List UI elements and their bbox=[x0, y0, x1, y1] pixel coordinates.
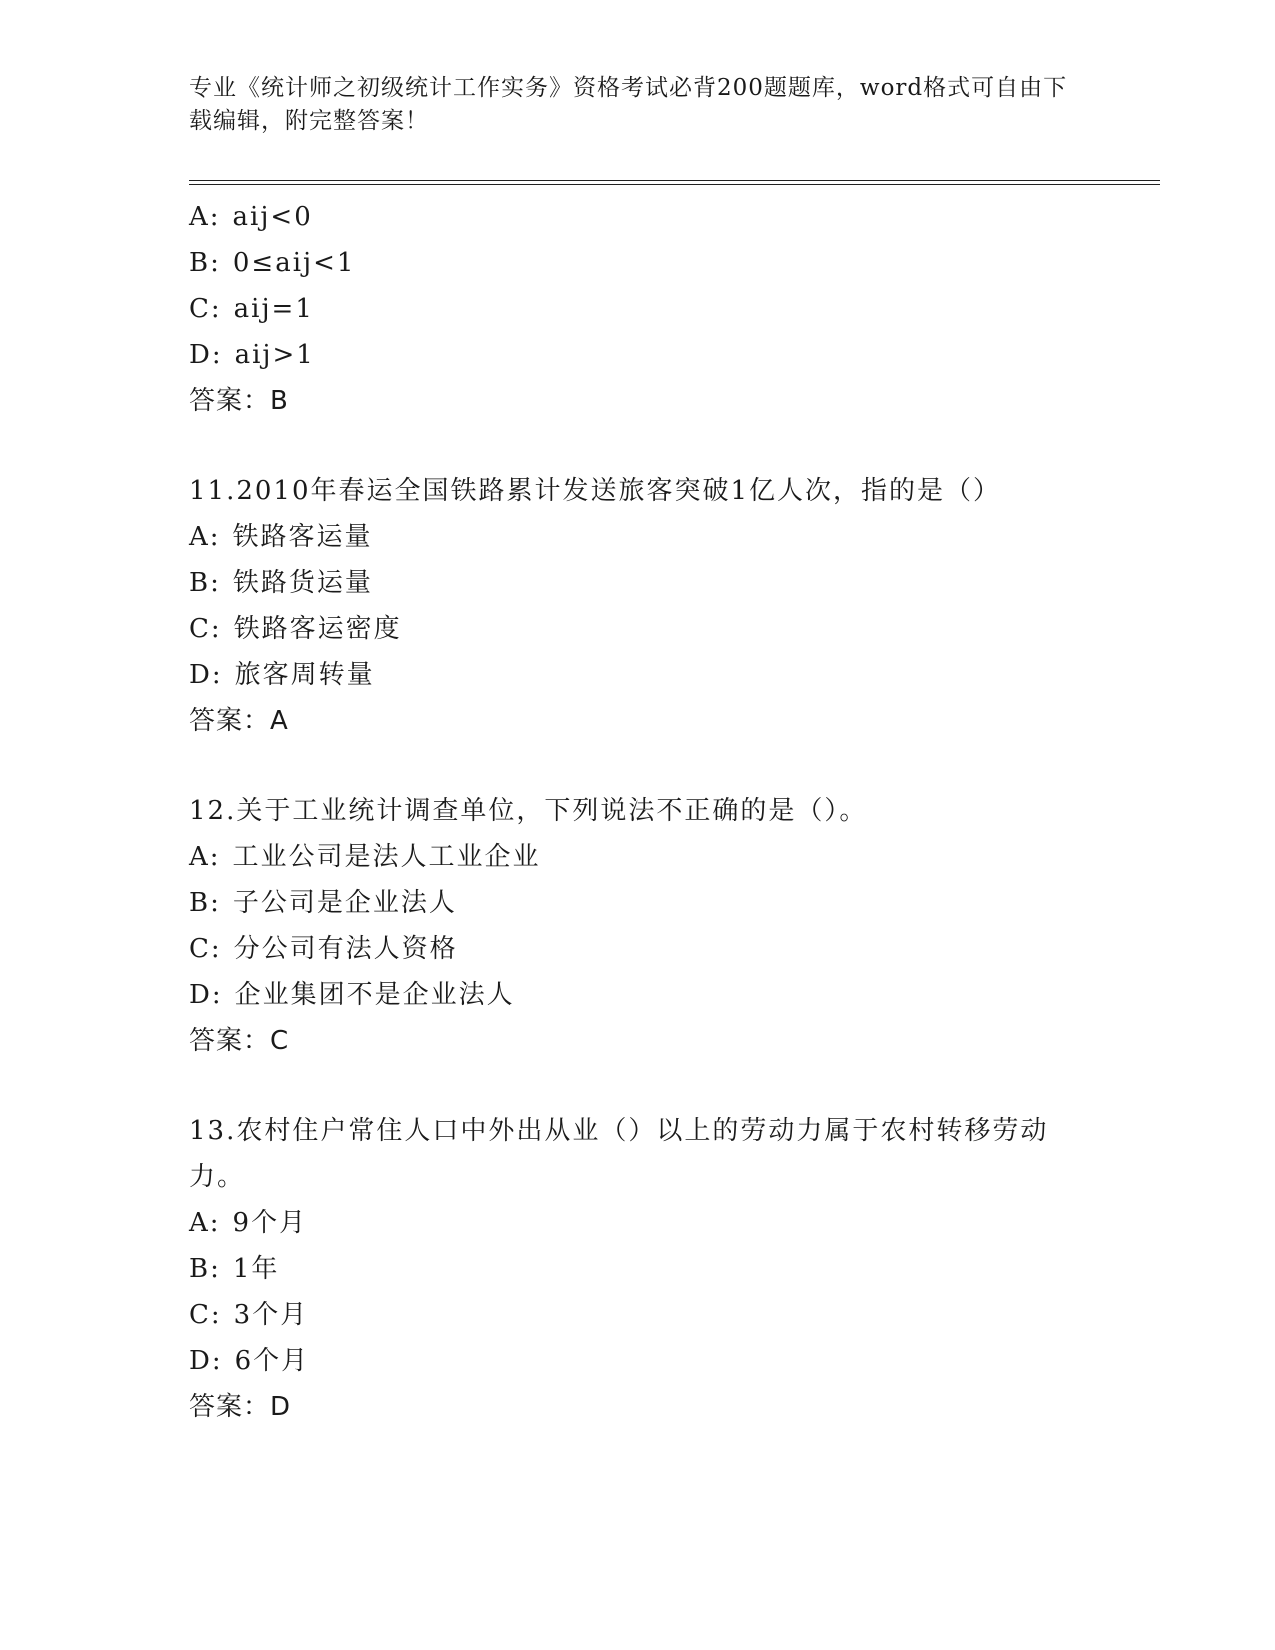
answer-line: 答案：A bbox=[189, 706, 289, 736]
option-c: C: aij=1 bbox=[189, 294, 314, 324]
prev-question-block bbox=[189, 194, 1139, 424]
question-content bbox=[189, 194, 1139, 1430]
question-stem: 12.关于工业统计调查单位，下列说法不正确的是（）。 bbox=[189, 796, 868, 826]
option-b: B: 子公司是企业法人 bbox=[189, 888, 457, 918]
option-d: D: 旅客周转量 bbox=[189, 660, 375, 690]
option-b: B: 1年 bbox=[189, 1254, 280, 1284]
option-a: A: 工业公司是法人工业企业 bbox=[189, 842, 541, 872]
option-b: B: 铁路货运量 bbox=[189, 568, 373, 598]
option-a: A: 9个月 bbox=[189, 1208, 308, 1238]
option-a: A: aij<0 bbox=[189, 202, 313, 232]
answer-line: 答案：B bbox=[189, 386, 289, 416]
option-b: B: 0≤aij<1 bbox=[189, 248, 356, 278]
document-header: 专业《统计师之初级统计工作实务》资格考试必背200题题库，word格式可自由下载编辑，附完整答案！ bbox=[189, 75, 1068, 134]
question-12 bbox=[189, 788, 1139, 1064]
option-d: D: aij>1 bbox=[189, 340, 315, 370]
option-d: D: 6个月 bbox=[189, 1346, 310, 1376]
option-d: D: 企业集团不是企业法人 bbox=[189, 980, 515, 1010]
question-11 bbox=[189, 468, 1139, 744]
option-c: C: 分公司有法人资格 bbox=[189, 934, 458, 964]
option-a: A: 铁路客运量 bbox=[189, 522, 373, 552]
question-stem: 13.农村住户常住人口中外出从业（）以上的劳动力属于农村转移劳动力。 bbox=[189, 1116, 1049, 1192]
question-stem: 11.2010年春运全国铁路累计发送旅客突破1亿人次，指的是（） bbox=[189, 476, 1002, 506]
answer-line: 答案：D bbox=[189, 1392, 292, 1422]
option-c: C: 铁路客运密度 bbox=[189, 614, 402, 644]
option-c: C: 3个月 bbox=[189, 1300, 309, 1330]
header-divider bbox=[189, 180, 1160, 185]
answer-line: 答案：C bbox=[189, 1026, 290, 1056]
question-13 bbox=[189, 1108, 1139, 1430]
